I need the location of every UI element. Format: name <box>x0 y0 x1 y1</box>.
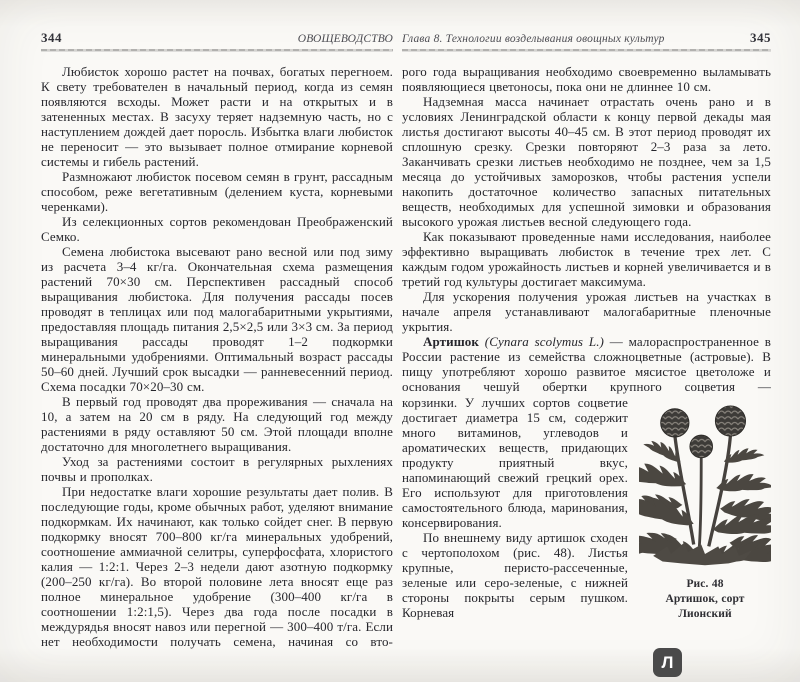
paragraph: Для ускорения получения урожая листьев на участках в начале апреля устанавливают малогабаритные пленочные укрытия. <box>402 289 771 334</box>
narrow-text-column <box>402 395 628 622</box>
paragraph: В первый год проводят два прореживания — сначала на 10, а затем на 20 см в ряду. На следующий год между растениями в ряду оставляют 50 см. Этой площади вполне достаточно для многолетнего выращивания. <box>41 394 393 454</box>
running-title-left: ОВОЩЕВОДСТВО <box>297 33 393 45</box>
header-rule-left <box>41 49 393 51</box>
page-number-right: 345 <box>750 30 771 45</box>
running-title-right: Глава 8. Технологии возделывания овощных культур <box>402 33 665 45</box>
paragraph: Размножают любисток посевом семян в грунт, рассадным способом, реже вегетативным (делением куста, корневыми черенками). <box>41 169 393 214</box>
paragraph: Надземная масса начинает отрастать очень рано и в условиях Ленинградской области к концу первой декады мая листья достигают высоты 40–45 см. В этот период проводят их сплошную срезку. Срезки повторяют 2–3 раза за лето. Заканчивать срезки листьев необходимо не позднее, чем за 1,5 месяца до устойчивых заморозков, чтобы растения успели накопить достаточное количество запасных питательных веществ, необходимых для успешной зимовки и образования высокого урожая листьев весной следующего года. <box>402 94 771 229</box>
right-page-text <box>402 64 771 622</box>
artichoke-lead-text: — малораспространенное в России растение из семейства сложноцветные (астровые). В пищу употребляют хорошо развитое мясистое цветоложе и основания чешуй обертки крупного соцветия — <box>402 334 771 394</box>
paragraph: Семена любистока высевают рано весной или под зиму из расчета 3–4 кг/га. Окончательная схема размещения растений 70×30 см. Перспективен рассадный способ выращивания любистока. Для получения рассады посев проводят в теплицах или под малогабаритными укрытиями, предоставляя площадь питания 2,5×2,5 или 3×3 см. За период выращивания рассады проводят 1–2 подкормки минеральными удобрениями. Оптимальный возраст рассады 50–60 дней. Лучший срок высадки — ранневесенний период. Схема посадки 70×20–30 см. <box>41 244 393 394</box>
page-header-right <box>402 30 771 46</box>
figure-caption: Артишок, сорт Лионский <box>665 593 745 620</box>
figure-label: Рис. 48 <box>686 578 724 590</box>
paragraph: Как показывают проведенные нами исследования, наиболее эффективно выращивать любисток в течение трех лет. С каждым годом урожайность листьев и корней увеличивается и в третий год культуры достигает максимума. <box>402 229 771 289</box>
paragraph: Из селекционных сортов рекомендован Преображенский Семко. <box>41 214 393 244</box>
paragraph: При недостатке влаги хорошие результаты дает полив. В последующие годы, кроме обычных работ, уделяют внимание подкормкам. Их начинают, как только сойдет снег. В первую подкормку вносят 700–800 кг/га минеральных удобрений, соотношение аммиачной селитры, суперфосфата, хлористого калия — 1:2:1. Через 2–3 недели дают азотную подкормку (200–250 кг/га). Во второй половине лета вносят еще раз полное минеральное удобрение (300–400 кг/га в соотношении 1:2:1,5). Через два года после посадки в междурядья вносят навоз или перегной — 300–400 т/га. Если нет необходимости получать семена, начиная со вто- <box>41 484 393 649</box>
page-344 <box>41 30 393 649</box>
paragraph-continuation: корзинки. У лучших сортов соцветие достигает диаметра 15 см, содержит много витаминов, углеводов и ароматических веществ, придающих продукту приятный вкус, напоминающий свежий грецкий орех. Его используют для приготовления самостоятельного блюда, маринования, консервирования. <box>402 395 628 530</box>
paragraph: Любисток хорошо растет на почвах, богатых перегноем. К свету требователен в начальный период, когда из семян появляются всходы. Может расти и на открытых и в затененных местах. В засуху теряет надземную часть, но с наступлением дождей дает поросль. Избытка влаги любисток не переносит — это вызывает полное отмирание корневой системы и гибель растений. <box>41 64 393 169</box>
paragraph: По внешнему виду артишок сходен с чертополохом (рис. 48). Листья крупные, перисто-рассеченные, зеленые или серо-зеленые, с нижней стороны покрыты серым пушком. Корневая <box>402 530 628 620</box>
page-number-left: 344 <box>41 30 62 45</box>
figure-artichoke <box>639 395 771 622</box>
artichoke-term: Артишок <box>423 334 479 349</box>
text-figure-wrap <box>402 395 771 622</box>
page-345 <box>402 30 771 622</box>
paragraph-continuation: рого года выращивания необходимо своевременно выламывать появляющиеся цветоносы, пока они не длиннее 10 см. <box>402 64 771 94</box>
labirint-watermark-icon: Л <box>653 648 682 677</box>
paragraph-artichoke-lead <box>402 334 771 394</box>
page-header-left <box>41 30 393 46</box>
left-page-text <box>41 64 393 649</box>
header-rule-right <box>402 49 771 51</box>
paragraph: Уход за растениями состоит в регулярных рыхлениях почвы и прополках. <box>41 454 393 484</box>
artichoke-latin-name: (Cynara scolymus L.) <box>479 334 610 349</box>
artichoke-illustration <box>639 403 771 571</box>
